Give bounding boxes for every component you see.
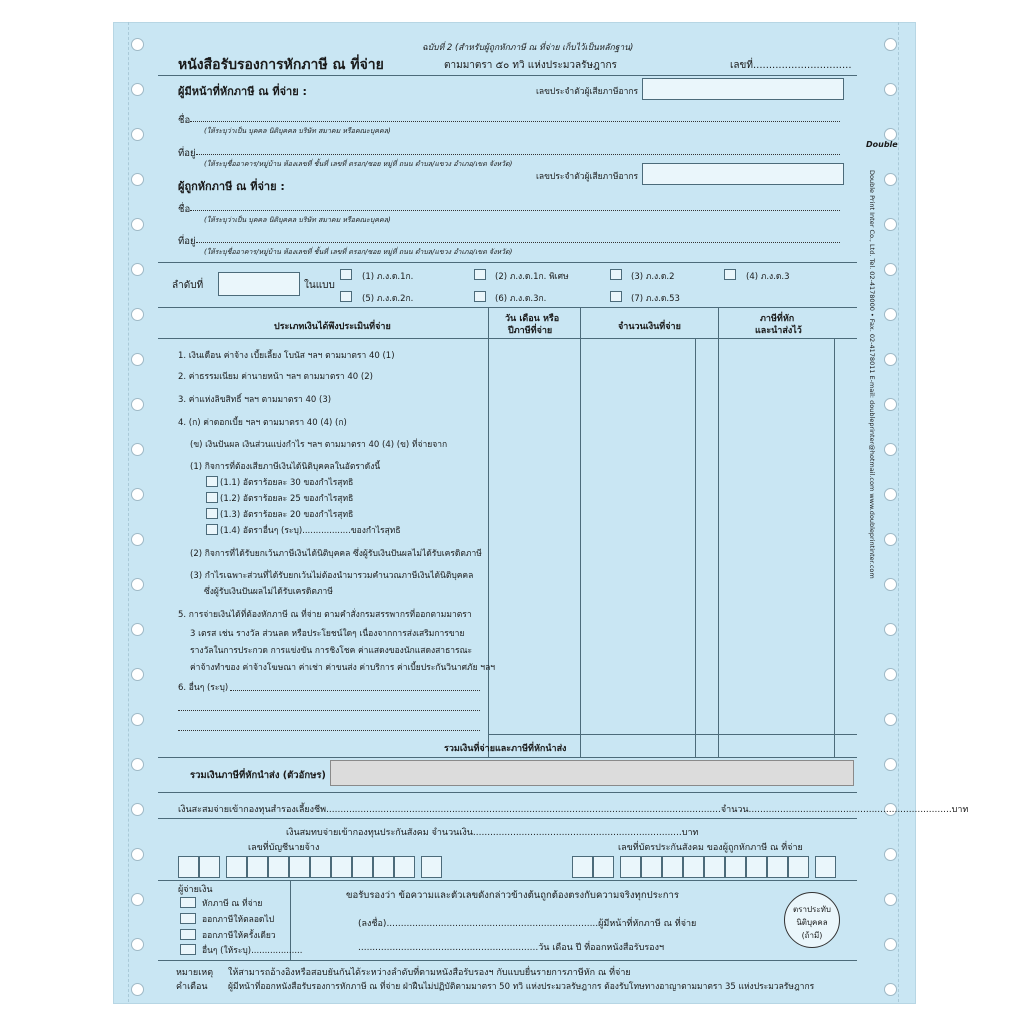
form-checkbox-3[interactable] — [610, 269, 622, 280]
payer-address-label: ที่อยู่ — [178, 148, 196, 159]
payee-heading: ผู้ถูกหักภาษี ณ ที่จ่าย : — [178, 180, 285, 193]
payer-name-label: ชื่อ — [178, 115, 191, 126]
form-checkbox-5[interactable] — [340, 291, 352, 302]
payer-taxid-label: เลขประจำตัวผู้เสียภาษีอากร — [536, 87, 639, 97]
title-suffix: ตามมาตรา ๕๐ ทวิ แห่งประมวลรัษฎากร — [444, 60, 617, 71]
tractor-holes-left — [131, 38, 145, 1028]
form-checkbox-6[interactable] — [474, 291, 486, 302]
brand-logo: Double — [866, 140, 898, 149]
note-label: หมายเหตุ — [176, 968, 214, 978]
perforation-right — [898, 22, 901, 1002]
payer-type-checkbox-3[interactable] — [180, 929, 196, 940]
payer-address-hint: (ให้ระบุชื่ออาคาร/หมู่บ้าน ห้องเลขที่ ชั้นที่ เลขที่ ตรอก/ซอย หมู่ที่ ถนน ตำบล/แขวง อำเภอ/เขต จังหวัด) — [204, 160, 513, 168]
employer-digit[interactable] — [268, 856, 289, 878]
payee-taxid-label: เลขประจำตัวผู้เสียภาษีอากร — [536, 172, 639, 182]
employer-digit[interactable] — [331, 856, 352, 878]
employer-digit[interactable] — [226, 856, 247, 878]
ss-digit[interactable] — [767, 856, 788, 878]
ss-digit[interactable] — [593, 856, 614, 878]
signature-line[interactable]: (ลงชื่อ)..........................................................................ผู้มีหน้าที่หักภาษี ณ ที่จ่าย — [358, 919, 697, 929]
rate-checkbox-1[interactable] — [206, 476, 218, 487]
warning-text: ผู้มีหน้าที่ออกหนังสือรับรองการหักภาษี ณ ที่จ่าย ฝ่าฝืนไม่ปฏิบัติตามมาตรา 50 ทวิ แห่งประมวลรัษฎากร ต้องรับโทษทางอาญาตามมาตรา 35 แห่งประมวลรัษฎากร — [228, 982, 815, 992]
form-checkbox-7[interactable] — [610, 291, 622, 302]
ss-digit[interactable] — [788, 856, 809, 878]
other-field-2[interactable] — [178, 710, 480, 711]
rate-3: (1.3) อัตราร้อยละ 20 ของกำไรสุทธิ — [220, 510, 354, 520]
payer-type-4: อื่นๆ (ให้ระบุ)................... — [202, 946, 303, 956]
payer-taxid-field[interactable] — [642, 78, 844, 100]
rate-checkbox-2[interactable] — [206, 492, 218, 503]
rate-1: (1.1) อัตราร้อยละ 30 ของกำไรสุทธิ — [220, 478, 354, 488]
item-6: 6. อื่นๆ (ระบุ) — [178, 683, 229, 693]
printer-info — [862, 140, 878, 579]
form-option-6: (6) ภ.ง.ด.3ก. — [495, 294, 547, 304]
tractor-holes-right — [884, 38, 898, 1028]
item-4b3a: (3) กำไรเฉพาะส่วนที่ได้รับยกเว้นไม่ต้องนำมารวมคำนวณภาษีเงินได้นิติบุคคล — [190, 571, 474, 581]
employer-digit[interactable] — [247, 856, 268, 878]
item-5c: รางวัลในการประกวด การแข่งขัน การชิงโชค ค่าแสดงของนักแสดงสาธารณะ — [190, 646, 473, 656]
seal-line-1: ตราประทับ — [792, 905, 831, 914]
col-date-1: วัน เดือน หรือ — [505, 314, 560, 324]
payee-address-hint: (ให้ระบุชื่ออาคาร/หมู่บ้าน ห้องเลขที่ ชั้นที่ เลขที่ ตรอก/ซอย หมู่ที่ ถนน ตำบล/แขวง อำเภอ/เขต จังหวัด) — [204, 248, 513, 256]
form-option-5: (5) ภ.ง.ด.2ก. — [362, 294, 414, 304]
form-option-1: (1) ภ.ง.ด.1ก. — [362, 272, 414, 282]
rate-checkbox-3[interactable] — [206, 508, 218, 519]
payer-type-checkbox-1[interactable] — [180, 897, 196, 908]
payee-taxid-field[interactable] — [642, 163, 844, 185]
payee-address-field[interactable] — [196, 242, 840, 243]
note-text: ให้สามารถอ้างอิงหรือสอบยันกันได้ระหว่างลำดับที่ตามหนังสือรับรองฯ กับแบบยื่นรายการภาษีหัก ณ ที่จ่าย — [228, 968, 631, 978]
employer-digit[interactable] — [310, 856, 331, 878]
copy-note: ฉบับที่ 2 (สำหรับผู้ถูกหักภาษี ณ ที่จ่าย เก็บไว้เป็นหลักฐาน) — [422, 43, 634, 53]
company-seal-area — [784, 892, 840, 948]
employer-digit[interactable] — [199, 856, 220, 878]
payer-type-checkbox-2[interactable] — [180, 913, 196, 924]
col-tax-2: และนำส่งไว้ — [755, 326, 802, 336]
warning-label: คำเตือน — [176, 982, 208, 992]
col-income-type: ประเภทเงินได้พึงประเมินที่จ่าย — [274, 322, 391, 332]
payer-name-field[interactable] — [190, 121, 840, 122]
col-date-2: ปีภาษีที่จ่าย — [508, 326, 553, 336]
item-1: 1. เงินเดือน ค่าจ้าง เบี้ยเลี้ยง โบนัส ฯลฯ ตามมาตรา 40 (1) — [178, 351, 395, 361]
payee-address-label: ที่อยู่ — [178, 236, 196, 247]
ss-digit[interactable] — [815, 856, 836, 878]
form-option-4: (4) ภ.ง.ด.3 — [746, 272, 790, 282]
issue-date-line[interactable]: ...............................................................วัน เดือน ปี ที่ออกหนังสือรับรองฯ — [358, 943, 665, 953]
total-label: รวมเงินที่จ่ายและภาษีที่หักนำส่ง — [444, 744, 567, 754]
doc-number[interactable]: เลขที่............................... — [730, 60, 852, 71]
employer-digit[interactable] — [421, 856, 442, 878]
total-words-field[interactable] — [330, 760, 854, 786]
page-title: หนังสือรับรองการหักภาษี ณ ที่จ่าย — [178, 57, 384, 73]
ss-digit[interactable] — [704, 856, 725, 878]
payer-heading: ผู้มีหน้าที่หักภาษี ณ ที่จ่าย : — [178, 85, 307, 98]
payee-name-label: ชื่อ — [178, 204, 191, 215]
seal-line-2: นิติบุคคล — [796, 918, 828, 927]
certify-text: ขอรับรองว่า ข้อความและตัวเลขดังกล่าวข้างต้นถูกต้องตรงกับความจริงทุกประการ — [346, 890, 679, 901]
ss-digit[interactable] — [683, 856, 704, 878]
ss-digit[interactable] — [746, 856, 767, 878]
ss-digit[interactable] — [725, 856, 746, 878]
employer-digit[interactable] — [373, 856, 394, 878]
employer-digit[interactable] — [352, 856, 373, 878]
item-4b1: (1) กิจการที่ต้องเสียภาษีเงินได้นิติบุคคลในอัตราดังนี้ — [190, 462, 381, 472]
rate-2: (1.2) อัตราร้อยละ 25 ของกำไรสุทธิ — [220, 494, 354, 504]
item-5a: 5. การจ่ายเงินได้ที่ต้องหักภาษี ณ ที่จ่าย ตามคำสั่งกรมสรรพากรที่ออกตามมาตรา — [178, 610, 472, 620]
rate-checkbox-4[interactable] — [206, 524, 218, 535]
provident-fund-line[interactable]: เงินสะสมจ่ายเข้ากองทุนสำรองเลี้ยงชีพ..........................................................................................................................................จำนวน.......................................................................บาท — [178, 805, 969, 815]
ss-digit[interactable] — [641, 856, 662, 878]
total-words-label: รวมเงินภาษีที่หักนำส่ง (ตัวอักษร) — [190, 770, 326, 781]
form-option-3: (3) ภ.ง.ด.2 — [631, 272, 675, 282]
col-amount: จำนวนเงินที่จ่าย — [618, 322, 681, 332]
form-label: ในแบบ — [304, 280, 335, 291]
employer-digit[interactable] — [289, 856, 310, 878]
form-option-7: (7) ภ.ง.ด.53 — [631, 294, 680, 304]
ss-digit[interactable] — [662, 856, 683, 878]
seal-line-3: (ถ้ามี) — [801, 931, 823, 940]
employer-digit[interactable] — [394, 856, 415, 878]
form-option-2: (2) ภ.ง.ด.1ก. พิเศษ — [495, 272, 569, 282]
form-checkbox-4[interactable] — [724, 269, 736, 280]
item-5b: 3 เตรส เช่น รางวัล ส่วนลด หรือประโยชน์ใดๆ เนื่องจากการส่งเสริมการขาย — [190, 629, 465, 639]
item-5d: ค่าจ้างทำของ ค่าจ้างโฆษณา ค่าเช่า ค่าขนส่ง ค่าบริการ ค่าเบี้ยประกันวินาศภัย ฯลฯ — [190, 663, 496, 673]
payee-name-hint: (ให้ระบุว่าเป็น บุคคล นิติบุคคล บริษัท สมาคม หรือคณะบุคคล) — [204, 216, 391, 224]
item-4b: (ข) เงินปันผล เงินส่วนแบ่งกำไร ฯลฯ ตามมาตรา 40 (4) (ข) ที่จ่ายจาก — [190, 440, 448, 450]
other-field-3[interactable] — [178, 730, 480, 731]
form-checkbox-2[interactable] — [474, 269, 486, 280]
payer-name-hint: (ให้ระบุว่าเป็น บุคคล นิติบุคคล บริษัท สมาคม หรือคณะบุคคล) — [204, 127, 391, 135]
item-4a: 4. (ก) ค่าดอกเบี้ย ฯลฯ ตามมาตรา 40 (4) (ก) — [178, 418, 347, 428]
payer-type-2: ออกภาษีให้ตลอดไป — [202, 915, 275, 925]
ss-digit[interactable] — [572, 856, 593, 878]
social-security-line[interactable]: เงินสมทบจ่ายเข้ากองทุนประกันสังคม จำนวนเงิน.........................................................................บาท — [286, 828, 699, 838]
seq-label: ลำดับที่ — [172, 280, 204, 291]
employer-account-label: เลขที่บัญชีนายจ้าง — [248, 843, 320, 853]
item-2: 2. ค่าธรรมเนียม ค่านายหน้า ฯลฯ ตามมาตรา 40 (2) — [178, 372, 373, 382]
ss-card-label: เลขที่บัตรประกันสังคม ของผู้ถูกหักภาษี ณ ที่จ่าย — [618, 843, 803, 853]
printer-info-text: Double Print Inter Co., Ltd. Tel. 02-4178000 • Fax. 02-4178011 E-mail: doubleprinter@hotmail.com www.doubleprintinter.com — [868, 170, 876, 579]
col-tax-1: ภาษีที่หัก — [760, 314, 795, 324]
rate-4: (1.4) อัตราอื่นๆ (ระบุ)..................ของกำไรสุทธิ — [220, 526, 401, 536]
employer-digit[interactable] — [178, 856, 199, 878]
seq-field[interactable] — [218, 272, 300, 296]
ss-digit[interactable] — [620, 856, 641, 878]
other-field-1[interactable] — [230, 690, 480, 691]
payer-type-1: หักภาษี ณ ที่จ่าย — [202, 899, 263, 909]
payer-address-field[interactable] — [196, 154, 840, 155]
payer-type-3: ออกภาษีให้ครั้งเดียว — [202, 931, 276, 941]
payee-name-field[interactable] — [190, 210, 840, 211]
form-checkbox-1[interactable] — [340, 269, 352, 280]
payer-type-heading: ผู้จ่ายเงิน — [178, 885, 213, 895]
item-4b2: (2) กิจการที่ได้รับยกเว้นภาษีเงินได้นิติบุคคล ซึ่งผู้รับเงินปันผลไม่ได้รับเครดิตภาษี — [190, 549, 482, 559]
payer-type-checkbox-4[interactable] — [180, 944, 196, 955]
item-3: 3. ค่าแห่งลิขสิทธิ์ ฯลฯ ตามมาตรา 40 (3) — [178, 395, 332, 405]
item-4b3b: ซึ่งผู้รับเงินปันผลไม่ได้รับเครดิตภาษี — [204, 587, 333, 597]
